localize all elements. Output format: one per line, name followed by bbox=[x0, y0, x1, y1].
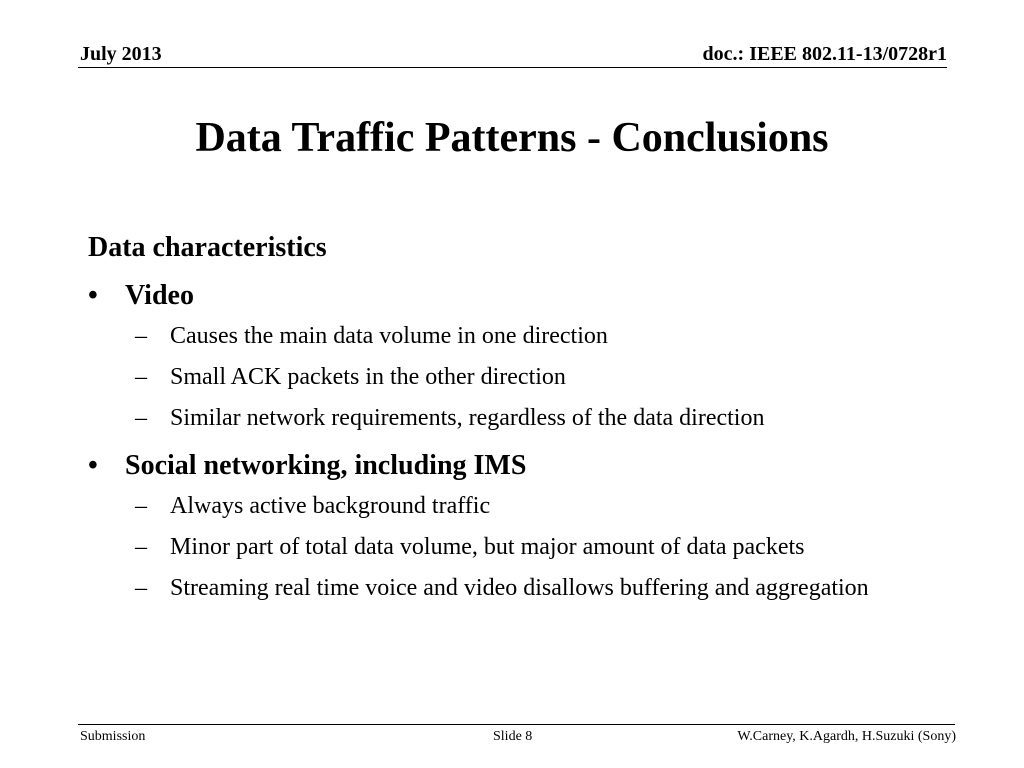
footer-slide-number: Slide 8 bbox=[493, 729, 533, 744]
bullet-item-social-networking bbox=[88, 449, 948, 483]
sub-item-text: Always active background traffic bbox=[170, 493, 491, 519]
slide-title: Data Traffic Patterns - Conclusions bbox=[195, 115, 829, 161]
header-doc-id: doc.: IEEE 802.11-13/0728r1 bbox=[702, 43, 947, 65]
bullet-icon: • bbox=[88, 280, 98, 311]
sub-item bbox=[88, 401, 948, 435]
footer-submission: Submission bbox=[80, 729, 146, 744]
sub-item bbox=[88, 319, 948, 353]
dash-icon: – bbox=[135, 323, 147, 349]
bullet-label: Social networking, including IMS bbox=[125, 450, 527, 481]
dash-icon: – bbox=[135, 534, 147, 560]
sub-item-text: Similar network requirements, regardless of the data direction bbox=[170, 405, 765, 431]
sub-item-text: Causes the main data volume in one direction bbox=[170, 323, 608, 349]
sub-item bbox=[88, 530, 948, 564]
bullet-label: Video bbox=[125, 280, 194, 311]
sub-item-text: Minor part of total data volume, but major amount of data packets bbox=[170, 534, 805, 560]
sub-item-text: Streaming real time voice and video disallows buffering and aggregation bbox=[170, 575, 869, 601]
header-rule bbox=[78, 67, 947, 68]
dash-icon: – bbox=[135, 364, 147, 390]
sub-item bbox=[88, 489, 948, 523]
sub-item bbox=[88, 571, 948, 605]
footer-rule bbox=[78, 724, 955, 725]
footer-authors: W.Carney, K.Agardh, H.Suzuki (Sony) bbox=[737, 729, 956, 744]
bullet-icon: • bbox=[88, 450, 98, 481]
dash-icon: – bbox=[135, 493, 147, 519]
dash-icon: – bbox=[135, 405, 147, 431]
slide-body bbox=[88, 229, 948, 612]
section-heading: Data characteristics bbox=[88, 232, 327, 263]
dash-icon: – bbox=[135, 575, 147, 601]
bullet-item-video bbox=[88, 279, 948, 313]
sub-item bbox=[88, 360, 948, 394]
sub-item-text: Small ACK packets in the other direction bbox=[170, 364, 566, 390]
header-date: July 2013 bbox=[80, 43, 162, 65]
